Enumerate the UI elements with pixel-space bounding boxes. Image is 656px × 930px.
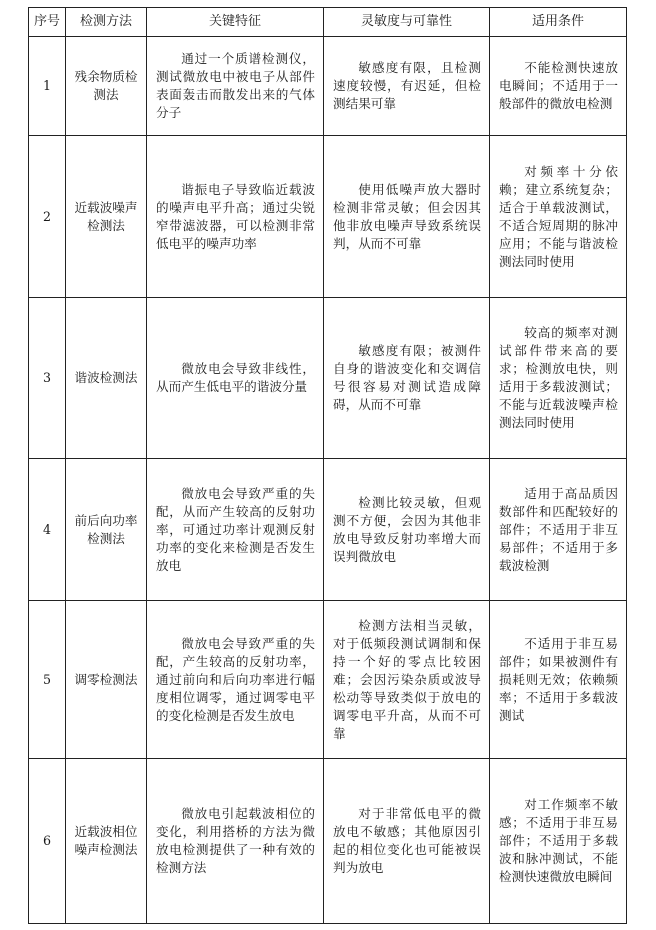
method-name: 近载波噪声检测法 — [74, 199, 138, 233]
sensitivity-reliability: 使用低噪声放大器时检测非常灵敏；但会因其他非放电噪声导致系统误判，从而不可靠 — [333, 181, 481, 251]
header-no: 序号 — [29, 8, 66, 37]
table-row — [29, 459, 627, 601]
row-number: 4 — [29, 459, 66, 601]
method-name: 前后向功率检测法 — [74, 512, 138, 546]
row-number: 6 — [29, 759, 66, 924]
method-name: 残余物质检测法 — [74, 69, 138, 102]
row-number: 1 — [29, 37, 66, 136]
row-number: 3 — [29, 298, 66, 459]
applicable-conditions: 不能检测快速放电瞬间；不适用于一般部件的微放电检测 — [499, 60, 618, 111]
applicable-conditions: 适用于高品质因数部件和匹配较好的部件；不适用于非互易部件；不适用于多载波检测 — [499, 485, 618, 573]
applicable-conditions: 不适用于非互易部件；如果被测件有损耗则无效；依赖频率；不适用于多载波测试 — [499, 635, 618, 723]
applicable-conditions: 对工作频率不敏感；不适用于非互易部件；不适用于多载波和脉冲测试，不能检测快速微放电瞬间 — [499, 797, 618, 884]
applicable-conditions: 较高的频率对测试部件带来高的要求；检测放电快，则适用于多载波测试；不能与近载波噪声检测法同时使用 — [499, 325, 618, 430]
header-condition: 适用条件 — [490, 8, 627, 37]
sensitivity-reliability: 敏感度有限；被测件自身的谐波变化和交调信号很容易对测试造成障碍，从而不可靠 — [333, 343, 481, 412]
method-name: 谐波检测法 — [74, 370, 138, 385]
detection-methods-table — [28, 7, 627, 924]
key-feature: 微放电会导致严重的失配，从而产生较高的反射功率，可通过功率计观测反射功率的变化来检测是否发生放电 — [156, 485, 315, 573]
row-number: 2 — [29, 136, 66, 298]
applicable-conditions: 对频率十分依赖；建立系统复杂；适合于单载波测试，不适合短周期的脉冲应用；不能与谐波检测法同时使用 — [499, 163, 618, 269]
sensitivity-reliability: 敏感度有限，且检测速度较慢，有迟延，但检测结果可靠 — [333, 60, 481, 111]
method-name: 调零检测法 — [74, 671, 138, 687]
header-sensitivity: 灵敏度与可靠性 — [324, 8, 490, 37]
header-row — [29, 8, 627, 37]
sensitivity-reliability: 对于非常低电平的微放电不敏感；其他原因引起的相位变化也可能被误判为放电 — [333, 806, 481, 875]
row-number: 5 — [29, 601, 66, 759]
sensitivity-reliability: 检测方法相当灵敏，对于低频段测试调制和保持一个好的零点比较困难；会因污染杂质或波导松动等导致类似于放电的调零电平升高，从而不可靠 — [333, 617, 481, 741]
method-name: 近载波相位噪声检测法 — [74, 824, 138, 857]
table-row — [29, 759, 627, 924]
table-row — [29, 136, 627, 298]
key-feature: 微放电会导致严重的失配，产生较高的反射功率，通过前向和后向功率进行幅度相位调零，通过调零电平的变化检测是否发生放电 — [156, 635, 315, 723]
table-row — [29, 601, 627, 759]
sensitivity-reliability: 检测比较灵敏，但观测不方便，会因为其他非放电导致反射功率增大而误判微放电 — [333, 494, 481, 564]
header-method: 检测方法 — [66, 8, 147, 37]
table-row — [29, 298, 627, 459]
key-feature: 通过一个质谱检测仪，测试微放电中被电子从部件表面轰击而散发出来的气体分子 — [156, 51, 315, 120]
table-row — [29, 37, 627, 136]
key-feature: 谐振电子导致临近载波的噪声电平升高；通过尖锐窄带滤波器，可以检测非常低电平的噪声功率 — [156, 181, 315, 251]
key-feature: 微放电会导致非线性，从而产生低电平的谐波分量 — [156, 361, 315, 394]
header-feature: 关键特征 — [147, 8, 324, 37]
key-feature: 微放电引起载波相位的变化，利用搭桥的方法为微放电检测提供了一种有效的检测方法 — [156, 806, 315, 875]
